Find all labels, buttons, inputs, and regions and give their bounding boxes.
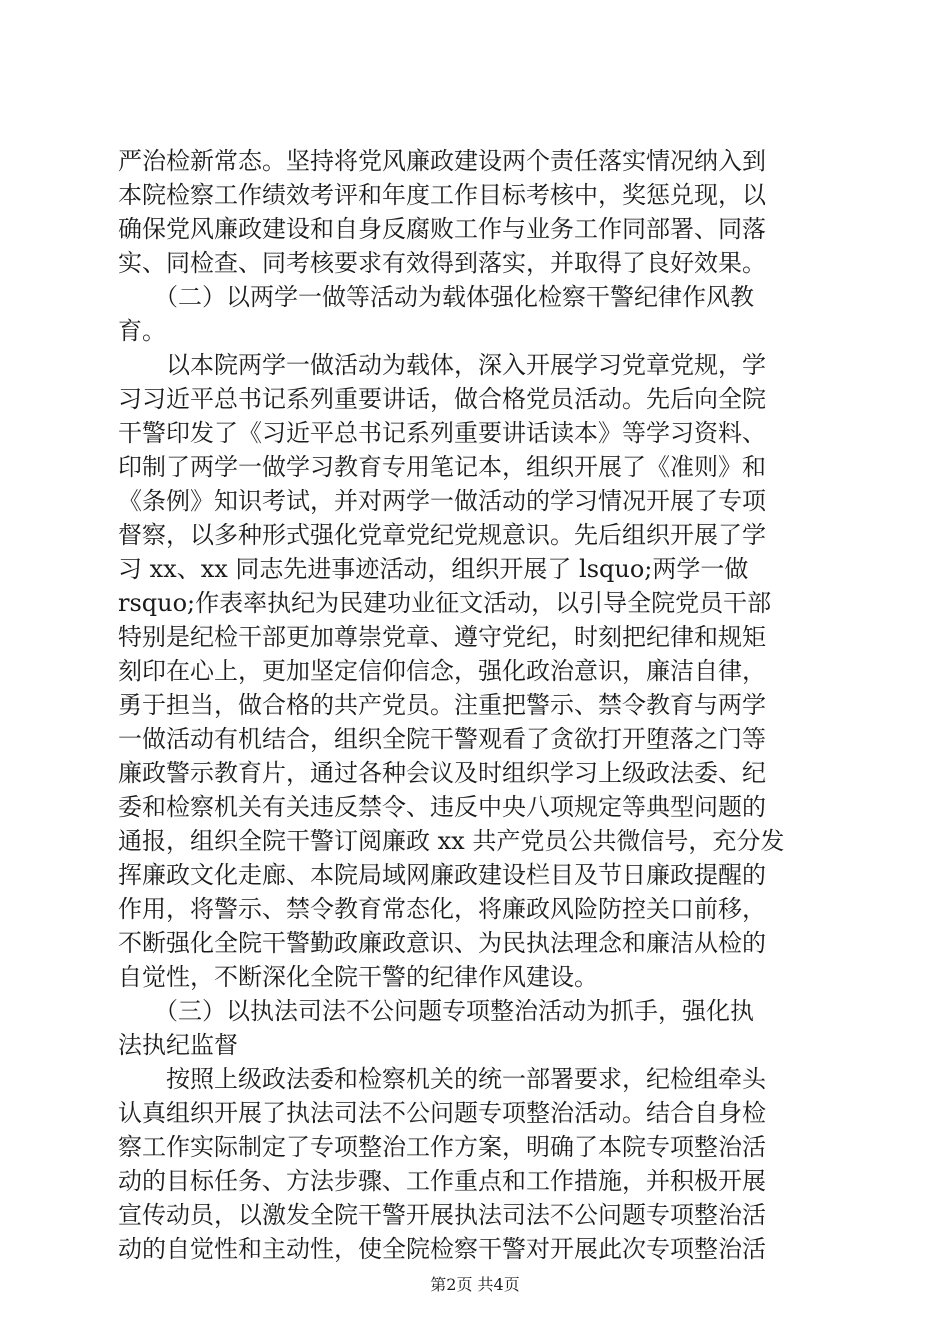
paragraph-special-rectification: 按照上级政法委和检察机关的统一部署要求，纪检组牵头 认真组织开展了执法司法不公问题专项整治活动。结合自身检 察工作实际制定了专项整治工作方案，明确了本院专项整治活 动的目标任务、方法步骤、工作重点和工作措施，并积极开展 宣传动员，以激发全院干警开展执法司法不公问题专项整治活 动的自觉性和主动性，使全院检察干警对开展此次专项整治活 [118,1065,766,1263]
page-footer: 第2页 共4页 [430,1275,520,1294]
document-body [118,144,832,1266]
section-heading-three: （三）以执法司法不公问题专项整治活动为抓手，强化执 法执纪监督 [118,997,754,1059]
section-heading-two: （二）以两学一做等活动为载体强化检察干警纪律作风教 育。 [118,283,754,345]
paragraph-continuation: 严治检新常态。坚持将党风廉政建设两个责任落实情况纳入到 本院检察工作绩效考评和年度工作目标考核中，奖惩兑现，以 确保党风廉政建设和自身反腐败工作与业务工作同部署、同落 实、同检查、同考核要求有效得到落实，并取得了良好效果。 [118,147,766,277]
paragraph-study-activities: 以本院两学一做活动为载体，深入开展学习党章党规，学 习习近平总书记系列重要讲话，做合格党员活动。先后向全院 干警印发了《习近平总书记系列重要讲话读本》等学习资料、 印制了两学一做学习教育专用笔记本，组织开展了《准则》和 《条例》知识考试，并对两学一做活动的学习情况开展了专项 督察，以多种形式强化党章党纪党规意识。先后组织开展了学 习 xx、xx 同志先进事迹活动，组织开展了 lsquo;两学一做 rsquo;作表率执纪为民建功业征文活动，以引导全院党员干部 特别是纪检干部更加尊崇党章、遵守党纪，时刻把纪律和规矩 刻印在心上，更加坚定信仰信念，强化政治意识，廉洁自律， 勇于担当，做合格的共产党员。注重把警示、禁令教育与两学 一做活动有机结合，组织全院干警观看了贪欲打开堕落之门等 廉政警示教育片，通过各种会议及时组织学习上级政法委、纪 委和检察机关有关违反禁令、违反中央八项规定等典型问题的 通报，组织全院干警订阅廉政 xx 共产党员公共微信号，充分发 挥廉政文化走廊、本院局域网廉政建设栏目及节日廉政提醒的 作用，将警示、禁令教育常态化，将廉政风险防控关口前移， 不断强化全院干警勤政廉政意识、为民执法理念和廉洁从检的 自觉性，不断深化全院干警的纪律作风建设。 [118,351,785,991]
